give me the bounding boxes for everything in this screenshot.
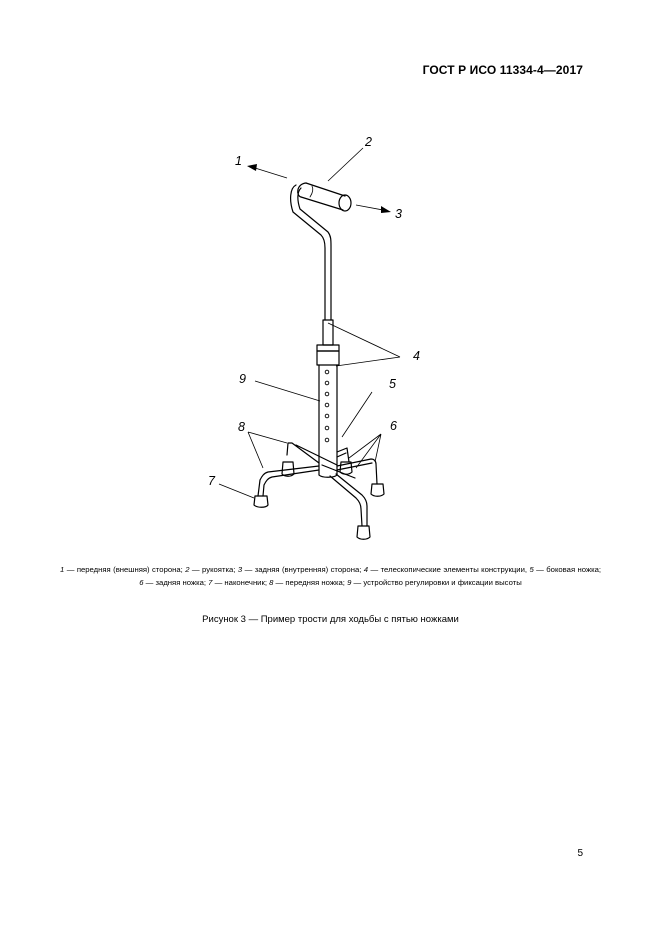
legend-item-2: 2 — рукоятка; (185, 565, 236, 574)
legend-item-6: 6 — задняя ножка; (139, 578, 207, 587)
standard-code: ГОСТ Р ИСО 11334-4—2017 (422, 63, 583, 77)
cane-neck (291, 185, 325, 320)
inner-tube (323, 320, 333, 345)
page-number: 5 (577, 848, 583, 859)
callout-9: 9 (239, 372, 246, 386)
handle-grip (298, 183, 351, 211)
rear-leg-front (330, 474, 367, 526)
legend-item-7: 7 — наконечник; (208, 578, 267, 587)
adjustment-holes (325, 370, 329, 442)
callout-8: 8 (238, 420, 245, 434)
lock-collar (317, 345, 339, 351)
legend-item-8: 8 — передняя ножка; (269, 578, 345, 587)
legend-item-9: 9 — устройство регулировки и фиксации высоты (347, 578, 522, 587)
callout-5: 5 (389, 377, 396, 391)
callout-2: 2 (365, 135, 372, 149)
legend-item-5: 5 — боковая ножка; (529, 565, 602, 574)
figure-caption: Рисунок 3 — Пример трости для ходьбы с пятью ножками (202, 614, 459, 625)
callout-4: 4 (413, 349, 420, 363)
legend-item-3: 3 — задняя (внутренняя) сторона; (237, 565, 362, 574)
callout-3: 3 (395, 207, 402, 221)
side-leg (337, 448, 349, 462)
callout-7: 7 (208, 474, 215, 488)
front-leg-left (287, 443, 337, 465)
figure-legend (60, 563, 601, 589)
callout-1: 1 (235, 154, 242, 168)
callout-6: 6 (390, 419, 397, 433)
legend-item-4: 4 — телескопические элементы конструкции, (363, 565, 527, 574)
legend-item-1: 1 — передняя (внешняя) сторона; (60, 565, 183, 574)
